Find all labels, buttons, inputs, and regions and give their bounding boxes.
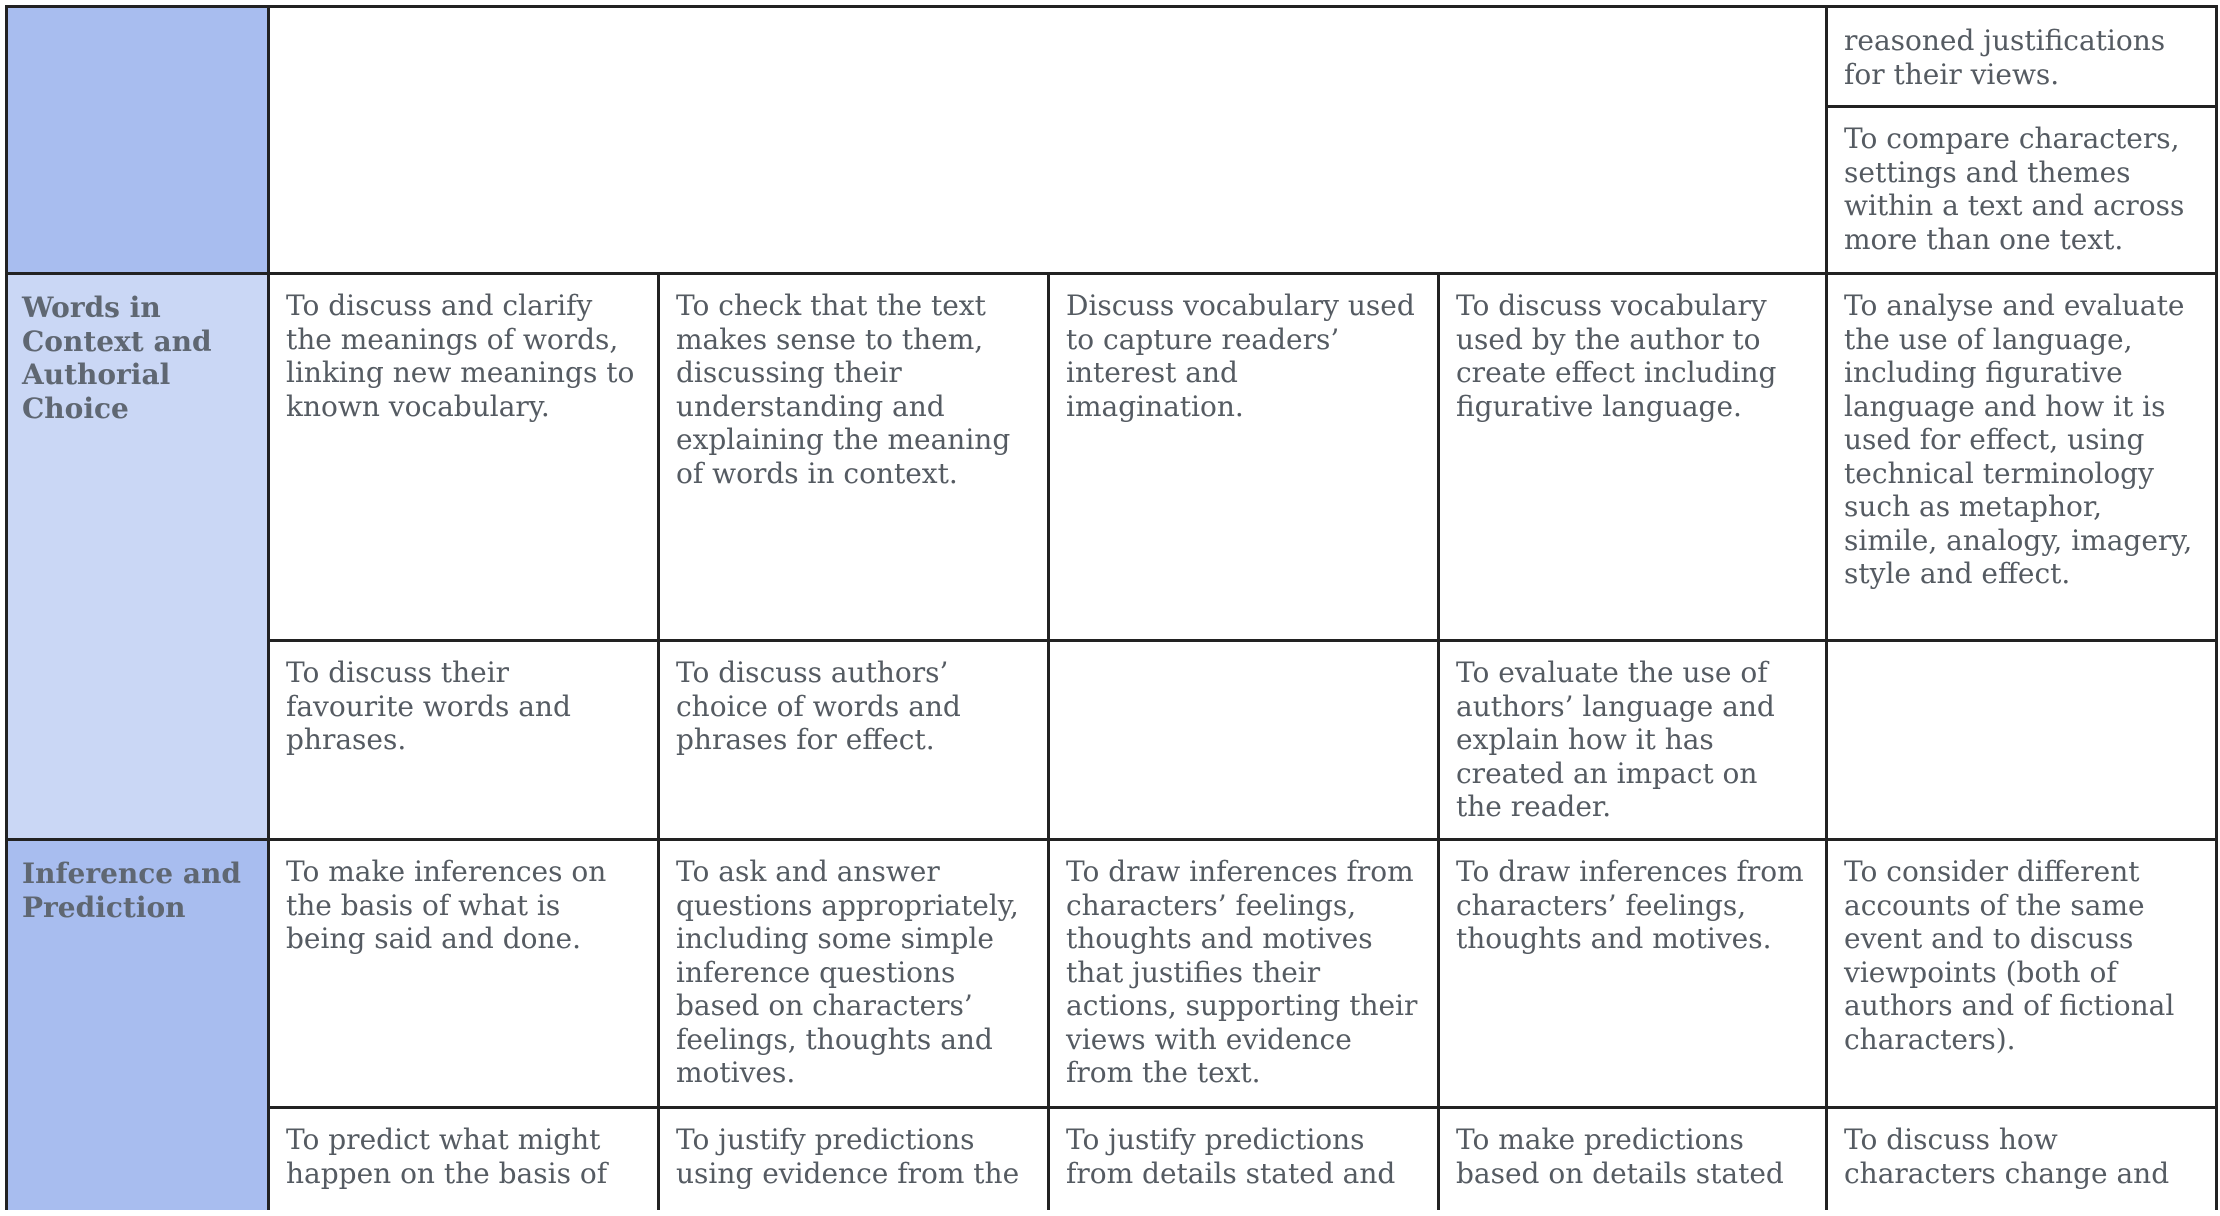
curriculum-table [5, 5, 2218, 1210]
table-cell-empty [1050, 642, 1440, 841]
section-heading-words-in-context: Words in Context and Authorial Choice [8, 275, 270, 841]
row-heading-continued [8, 8, 270, 275]
table-cell-split [1828, 8, 2218, 275]
table-cell: To evaluate the use of authors’ language and explain how it has created an impact on the reader. [1440, 642, 1828, 841]
table-cell: Discuss vocabulary used to capture readers’ interest and imagination. [1050, 275, 1440, 642]
table-cell: To compare characters, settings and themes within a text and across more than one text. [1844, 122, 2185, 256]
table-cell: To predict what might happen on the basis of [270, 1109, 660, 1210]
table-cell: To analyse and evaluate the use of language, including figurative language and how it is used for effect, using technical terminology such as metaphor, simile, analogy, imagery, style and effect. [1828, 275, 2218, 642]
table-cell: To draw inferences from characters’ feelings, thoughts and motives. [1440, 841, 1828, 1109]
table-cell: To make predictions based on details stated [1440, 1109, 1828, 1210]
table-cell: To justify predictions from details stated and [1050, 1109, 1440, 1210]
table-cell: To ask and answer questions appropriately, including some simple inference questions based on characters’ feelings, thoughts and motives. [660, 841, 1050, 1109]
table-cell: To discuss authors’ choice of words and phrases for effect. [660, 642, 1050, 841]
table-cell: To discuss their favourite words and phrases. [270, 642, 660, 841]
table-cell: reasoned justifications for their views. [1828, 8, 2215, 108]
table-cell: To discuss how characters change and [1828, 1109, 2218, 1210]
table-cell: To draw inferences from characters’ feelings, thoughts and motives that justifies their actions, supporting their views with evidence from the text. [1050, 841, 1440, 1109]
section-heading-inference: Inference and Prediction [8, 841, 270, 1210]
table-cell: To justify predictions using evidence from the [660, 1109, 1050, 1210]
table-cell-empty [270, 8, 1828, 275]
table-cell: To consider different accounts of the same event and to discuss viewpoints (both of authors and of fictional characters). [1828, 841, 2218, 1109]
table-cell: To discuss vocabulary used by the author to create effect including figurative language. [1440, 275, 1828, 642]
table-cell: To make inferences on the basis of what is being said and done. [270, 841, 660, 1109]
table-cell: To discuss and clarify the meanings of words, linking new meanings to known vocabulary. [270, 275, 660, 642]
table-cell: To check that the text makes sense to them, discussing their understanding and explaining the meaning of words in context. [660, 275, 1050, 642]
table-cell-empty [1828, 642, 2218, 841]
